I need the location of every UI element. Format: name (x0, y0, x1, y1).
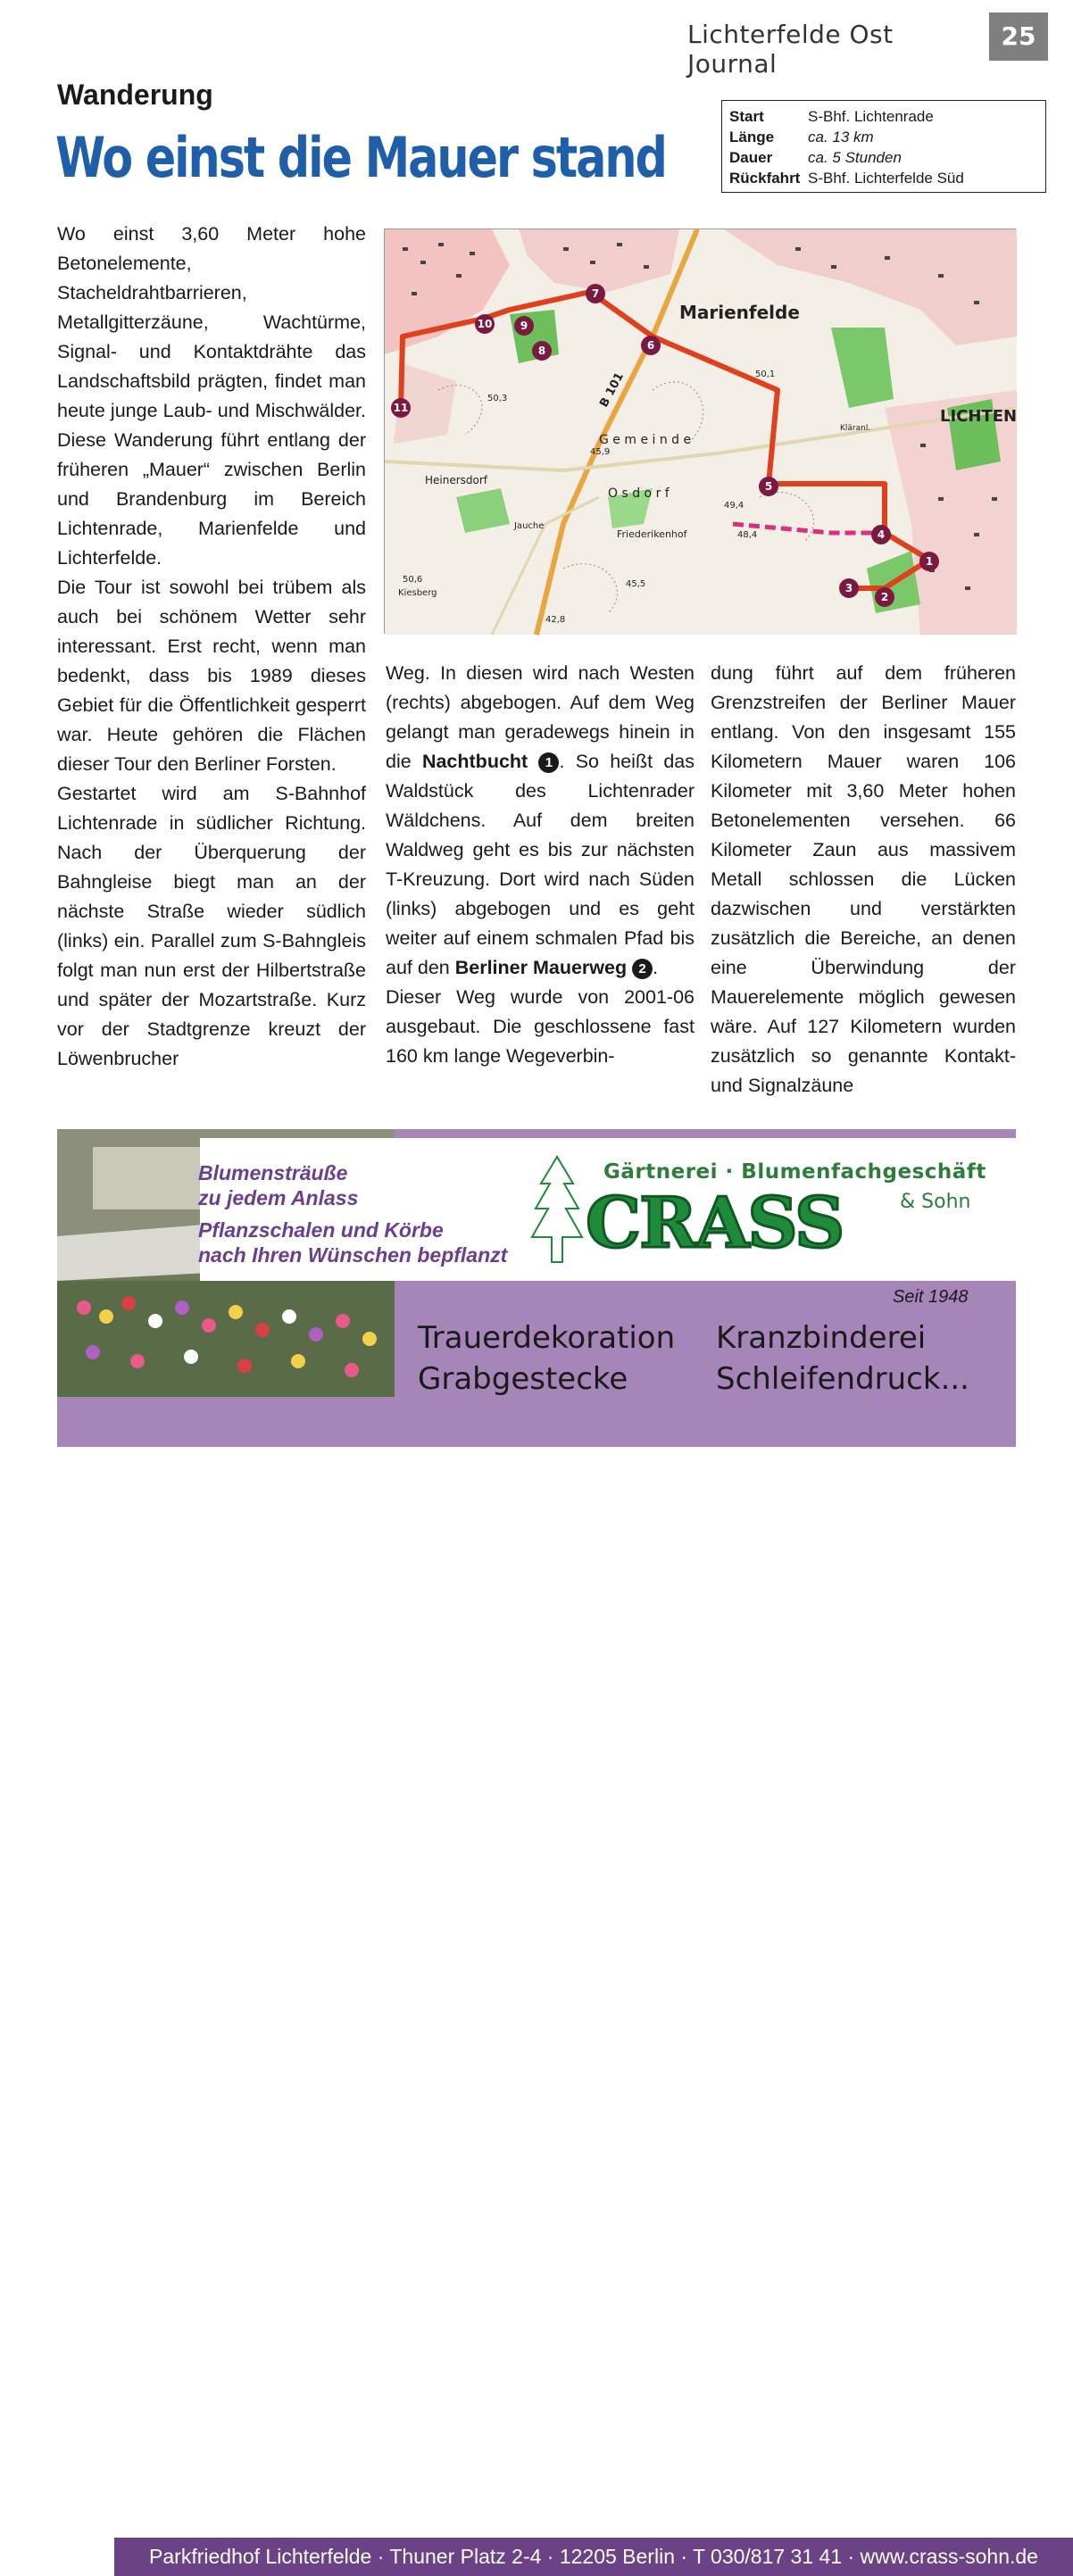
ad-service: Grabgestecke (418, 1361, 628, 1397)
route-marker (871, 525, 891, 544)
paragraph: dung führt auf dem früheren Grenzstreifen der Berliner Mauer entlang. Von den insgesamt 155 Kilometern Mauer waren 106 Kilometer mit 3,60 Meter hohen Betonelementen versehen. 66 Kilometer Zaun aus massivem Metall schlossen die Lücken dazwischen und verstärkten zusätzlich die Bereiche, an denen eine Überwindung der Mauerelemente möglich gewesen wäre. Auf 127 Kilometern wurden zusätzlich so genannte Kontakt- und Signalzäune (711, 662, 1016, 1096)
ad-footer-address: Parkfriedhof Lichterfelde · Thuner Platz 2-4 · 12205 Berlin · T 030/817 31 41 · www.crass-sohn.de (114, 2538, 1073, 2576)
map-label: G e m e i n d e (599, 433, 692, 447)
ad-slogan: zu jedem Anlass (198, 1186, 359, 1209)
map-label: 45,9 (590, 447, 611, 457)
ad-service: Schleifendruck... (716, 1361, 969, 1397)
text-run: Weg. In diesen wird nach Westen (rechts) abgebogen. Auf dem Weg gelangt man geradewegs hinein in die (386, 662, 695, 772)
route-map (384, 229, 1016, 634)
article-column-1 (57, 220, 366, 1074)
waypoint-number: 2 (632, 959, 653, 979)
info-label: Länge (729, 129, 775, 145)
map-label: Jauche (514, 521, 545, 531)
text-run: . So heißt das Waldstück des Lichtenrader Wäldchens. Auf dem breiten Waldweg geht es bis zur nächsten T-Kreuzung. Dort wird nach Süden (links) abgebogen und es geht weiter auf einem schmalen Pfad bis auf den (386, 751, 695, 978)
ad-slogan: Blumensträuße (198, 1161, 348, 1184)
map-label: 42,8 (545, 615, 566, 625)
tree-logo-icon (528, 1153, 586, 1267)
ad-firm-name: Gärtnerei · Blumenfachgeschäft (603, 1160, 986, 1184)
map-label: Marienfelde (679, 302, 800, 323)
ad-service: Trauerdekoration (418, 1320, 676, 1356)
route-marker (514, 316, 534, 336)
ad-brand-suffix: & Sohn (900, 1191, 971, 1213)
headline: Wo einst die Mauer stand (55, 125, 666, 190)
route-marker (641, 336, 661, 355)
paragraph: Wo einst 3,60 Meter hohe Betonelemente, Stacheldrahtbarrieren, Metallgitterzäune, Wachtürme, Signal- und Kontaktdrähte das Landschaftsbild prägten, findet man heute junge Laub- und Mischwälder. Diese Wanderung führt entlang der früheren „Mauer“ zwischen Berlin und Brandenburg im Bereich Lichtenrade, Marienfelde und Lichterfelde. (57, 223, 366, 569)
map-label: Kiesberg (398, 588, 437, 598)
info-row-length (729, 127, 1038, 147)
map-label: 49,4 (724, 501, 744, 511)
map-label: 45,5 (626, 579, 646, 589)
route-marker (586, 284, 605, 303)
map-label: 50,6 (403, 575, 423, 585)
map-label: LICHTEN (940, 407, 1018, 426)
svg-text:7: 7 (591, 287, 600, 300)
svg-text:10: 10 (477, 318, 493, 330)
info-row-return (729, 168, 1038, 188)
svg-text:4: 4 (877, 528, 886, 541)
route-marker (875, 587, 894, 607)
svg-text:11: 11 (393, 402, 409, 414)
text-run: . (653, 957, 659, 978)
svg-text:1: 1 (925, 555, 934, 568)
journal-title: Lichterfelde Ost Journal (687, 20, 894, 79)
info-row-duration (729, 147, 1038, 168)
route-marker (532, 341, 552, 361)
route-marker (475, 314, 495, 334)
info-value: S-Bhf. Lichterfelde Süd (808, 170, 964, 187)
page-number: 25 (989, 12, 1048, 61)
info-value: S-Bhf. Lichtenrade (808, 108, 934, 125)
article-column-3 (711, 659, 1016, 1101)
tour-info-box (721, 100, 1046, 193)
map-label: Kläranl. (840, 424, 871, 433)
paragraph: Dieser Weg wurde von 2001-06 ausgebaut. Die geschlossene fast 160 km lange Wegeverbin- (386, 986, 695, 1067)
article-column-2 (386, 659, 695, 1071)
ad-slogan: Pflanzschalen und Körbe (198, 1218, 444, 1242)
info-value: ca. 5 Stunden (808, 149, 902, 166)
route-marker (919, 552, 939, 571)
info-label: Rückfahrt (729, 170, 801, 187)
map-label: 50,1 (755, 370, 776, 379)
svg-text:8: 8 (537, 345, 546, 357)
paragraph: Die Tour ist sowohl bei trübem als auch bei schönem Wetter sehr interessant. Erst recht, wenn man bedenkt, dass bis 1989 dieses Gebiet für die Öffentlichkeit gesperrt war. Heute gehören die Flächen dieser Tour den Berliner Forsten. (57, 577, 366, 775)
svg-text:6: 6 (646, 339, 655, 352)
ad-slogan: nach Ihren Wünschen bepflanzt (198, 1243, 508, 1267)
route-marker (391, 398, 411, 418)
place-name-mauerweg: Berliner Mauerweg (454, 957, 628, 978)
map-label: 48,4 (737, 530, 758, 540)
paragraph: Gestartet wird am S-Bahnhof Lichtenrade in südlicher Richtung. Nach der Überquerung der Bahngleise biegt man an der nächste Straße wieder südlich (links) ein. Parallel zum S-Bahngleis folgt man nun erst der Hilbertstraße und später der Mozartstraße. Kurz vor der Stadtgrenze kreuzt der Löwenbrucher (57, 783, 366, 1069)
map-label: B 101 (597, 370, 628, 410)
section-label: Wanderung (57, 79, 213, 111)
ad-service: Kranzbinderei (716, 1320, 927, 1356)
svg-text:9: 9 (520, 320, 528, 332)
place-name-nachtbucht: Nachtbucht (421, 751, 528, 772)
svg-text:5: 5 (764, 480, 773, 493)
route-marker (759, 477, 778, 496)
waypoint-number: 1 (538, 752, 559, 773)
map-label: Friederikenhof (617, 528, 687, 540)
paragraph (386, 659, 695, 983)
info-row-start (729, 106, 1038, 127)
svg-text:3: 3 (844, 582, 853, 594)
info-label: Start (729, 108, 764, 125)
map-label: Heinersdorf (425, 474, 488, 486)
ad-since: Seit 1948 (893, 1287, 969, 1307)
ad-brand-logo: CRASS (586, 1183, 844, 1264)
map-label: O s d o r f (608, 486, 670, 501)
map-label: 50,3 (487, 394, 508, 403)
info-value: ca. 13 km (808, 129, 874, 145)
info-label: Dauer (729, 149, 773, 166)
route-marker (839, 578, 859, 598)
svg-text:2: 2 (880, 591, 889, 603)
